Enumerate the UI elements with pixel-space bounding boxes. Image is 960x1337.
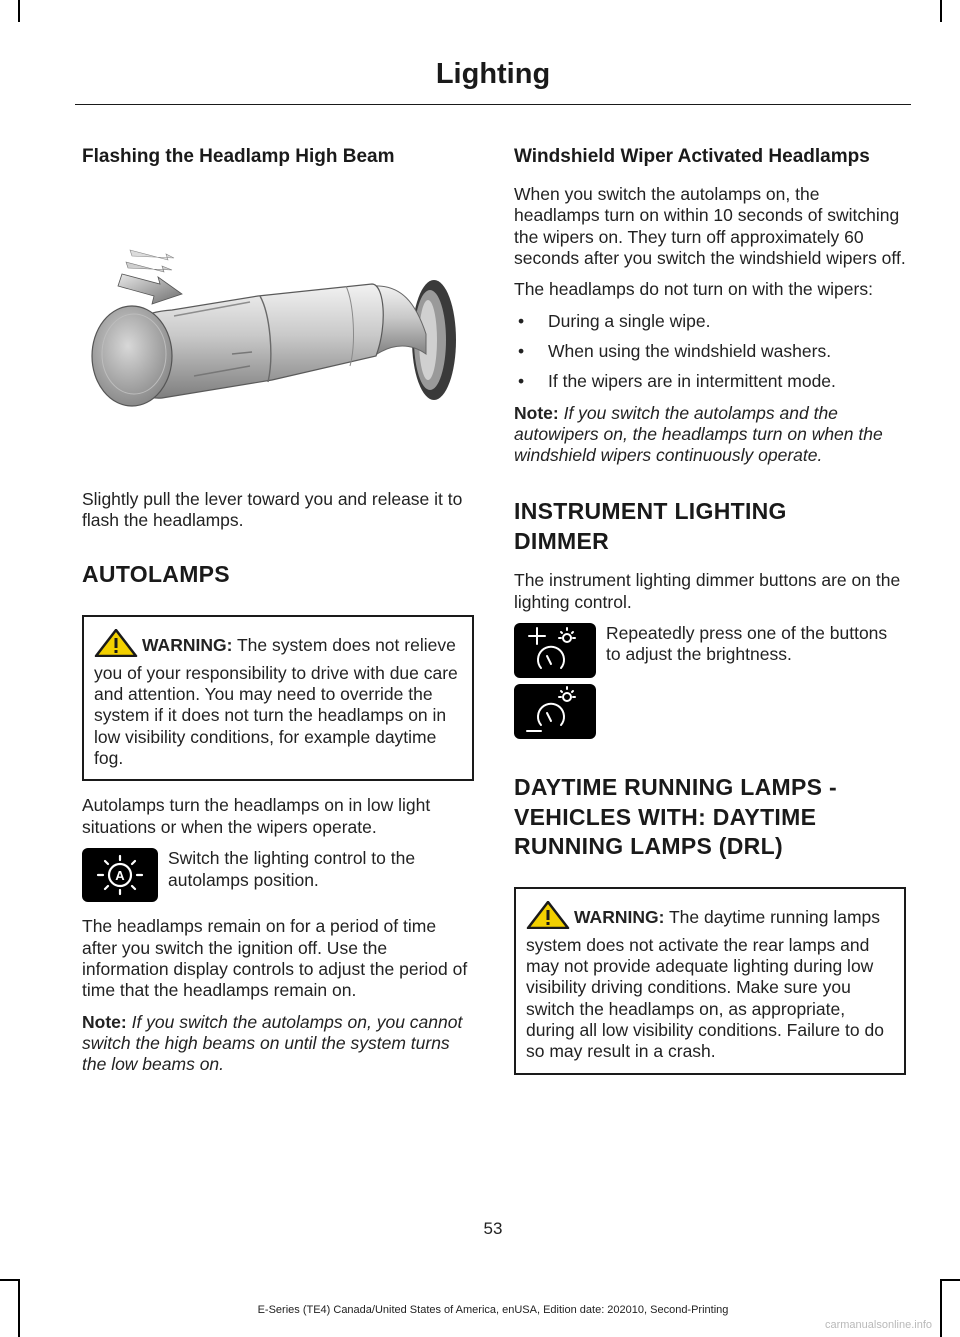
autolamps-warning-text: The system does not relieve you of your responsibility to drive with due care and attention. You may need to override the system if it does not turn the headlamps on in low visibility conditions, for example daytime fog.	[94, 635, 458, 769]
note-text: If you switch the autolamps and the autowipers on, the headlamps turn on when the windshield wipers continuously operate.	[514, 402, 883, 466]
wiper-intro-text: The headlamps do not turn on with the wipers:	[514, 279, 873, 300]
header-rule	[75, 104, 911, 105]
drl-warning-text: The daytime running lamps system does not activate the rear lamps and may not provide adequate lighting during low visibility driving conditions. Make sure you switch the headlamps on, as appropriate, during all low visibility conditions. Failure to do so may result in a crash.	[526, 907, 884, 1062]
footer-edition-text: E-Series (TE4) Canada/United States of America, enUSA, Edition date: 202010, Second-Printing	[257, 1304, 729, 1316]
page-header-title: Lighting	[435, 58, 551, 90]
drl-heading-line1: DAYTIME RUNNING LAMPS -	[514, 774, 837, 801]
watermark: carmanualsonline.info	[824, 1319, 932, 1331]
warning-triangle-icon	[526, 901, 570, 934]
autolamps-remain-text: The headlamps remain on for a period of time after you switch the ignition off. Use the information display controls to adjust the period of time that the headlamps remain on.	[82, 916, 468, 1001]
autolamps-note	[82, 1012, 474, 1076]
crop-mark	[940, 1279, 942, 1337]
crop-mark	[0, 1279, 18, 1281]
autolamps-heading: AUTOLAMPS	[82, 560, 230, 587]
drl-warning-box	[514, 887, 906, 1074]
drl-warning-label: WARNING:	[574, 907, 665, 928]
list-item: • If the wipers are in intermittent mode.	[514, 371, 906, 392]
wiper-headlamps-text: When you switch the autolamps on, the headlamps turn on within 10 seconds of switching the wipers on. They turn off approximately 60 seconds after you switch the windshield wipers off.	[514, 183, 906, 268]
right-column	[514, 146, 906, 1089]
list-item: • When using the windshield washers.	[514, 341, 906, 362]
left-column	[82, 146, 474, 1086]
note-label: Note:	[82, 1011, 127, 1032]
dimmer-text: The instrument lighting dimmer buttons are on the lighting control.	[514, 570, 901, 612]
crop-mark	[940, 0, 942, 22]
note-label: Note:	[514, 402, 559, 423]
autolamps-warning-box	[82, 615, 474, 781]
dimmer-heading-line1: INSTRUMENT LIGHTING	[514, 497, 787, 524]
crop-mark	[942, 1279, 960, 1281]
headlamp-lever-illustration	[82, 184, 474, 429]
autolamps-icon	[82, 848, 158, 902]
dimmer-icon-stack	[514, 623, 596, 739]
autolamps-icon-row	[82, 848, 474, 902]
dimmer-heading	[514, 497, 906, 557]
note-text: If you switch the autolamps on, you cannot switch the high beams on until the system turns the low beams on.	[82, 1011, 463, 1075]
autolamps-text: Autolamps turn the headlamps on in low light situations or when the wipers operate.	[82, 795, 431, 837]
dimmer-heading-line2: DIMMER	[514, 527, 610, 554]
drl-heading	[514, 773, 906, 861]
flash-high-beam-text: Slightly pull the lever toward you and release it to flash the headlamps.	[82, 488, 463, 531]
drl-heading-line3: RUNNING LAMPS (DRL)	[514, 832, 783, 859]
warning-triangle-icon	[94, 629, 138, 662]
dimmer-icon-caption: Repeatedly press one of the buttons to adjust the brightness.	[606, 623, 888, 665]
crop-mark	[18, 0, 20, 22]
svg-text:A: A	[115, 868, 125, 884]
autolamps-icon-caption: Switch the lighting control to the autolamps position.	[168, 848, 416, 890]
autolamps-warning-label: WARNING:	[142, 635, 233, 656]
flash-high-beam-heading: Flashing the Headlamp High Beam	[82, 146, 395, 167]
pull-arrow-icon	[118, 250, 182, 304]
wiper-bullet-list	[514, 311, 906, 393]
dimmer-increase-icon	[514, 623, 596, 678]
dimmer-icon-row	[514, 623, 906, 739]
wiper-headlamps-heading: Windshield Wiper Activated Headlamps	[514, 146, 870, 167]
drl-heading-line2: VEHICLES WITH: DAYTIME	[514, 803, 817, 830]
crop-mark	[18, 1279, 20, 1337]
wiper-note	[514, 403, 906, 467]
list-item: • During a single wipe.	[514, 311, 906, 332]
dimmer-decrease-icon	[514, 684, 596, 739]
page-number: 53	[483, 1219, 503, 1238]
